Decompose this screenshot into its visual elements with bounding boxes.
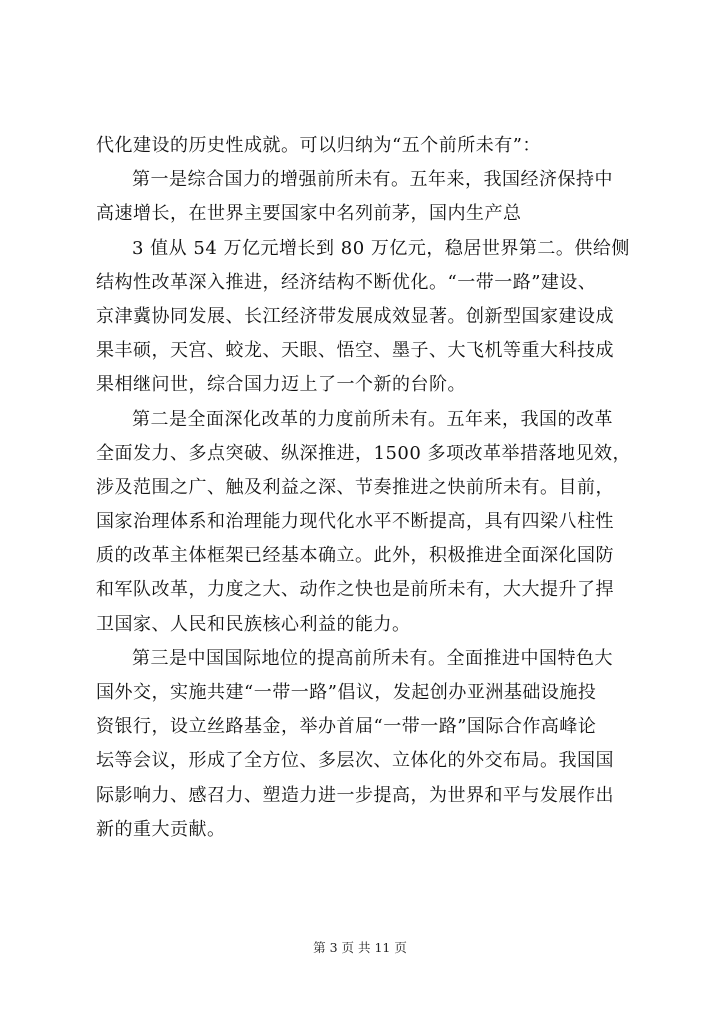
text-line: 卫国家、人民和民族核心利益的能力。 <box>96 613 411 635</box>
text-line: 际影响力、感召力、塑造力进一步提高，为世界和平与发展作出 <box>96 784 614 806</box>
text-line: 质的改革主体框架已经基本确立。此外，积极推进全面深化国防 <box>96 545 614 567</box>
document-body <box>96 133 636 851</box>
text-line: 3 值从 54 万亿元增长到 80 万亿元，稳居世界第二。供给侧 <box>132 237 630 259</box>
text-line: 果相继问世，综合国力迈上了一个新的台阶。 <box>96 374 466 396</box>
text-line: 国外交，实施共建“一带一路”倡议，发起创办亚洲基础设施投 <box>96 682 597 703</box>
paragraph-first-line: 第一是综合国力的增强前所未有。五年来，我国经济保持中 <box>132 169 613 191</box>
text-line: 涉及范围之广、触及利益之深、节奏推进之快前所未有。目前， <box>96 476 614 498</box>
text-line: 资银行，设立丝路基金，举办首届“一带一路”国际合作高峰论 <box>96 716 597 738</box>
text-line: 京津冀协同发展、长江经济带发展成效显著。创新型国家建设成 <box>96 305 614 327</box>
text-line: 坛等会议，形成了全方位、多层次、立体化的外交布局。我国国 <box>96 750 614 772</box>
text-line: 全面发力、多点突破、纵深推进，1500 多项改革举措落地见效， <box>96 442 632 464</box>
text-line: 国家治理体系和治理能力现代化水平不断提高，具有四梁八柱性 <box>96 511 614 533</box>
text-line: 果丰硕，天宫、蛟龙、天眼、悟空、墨子、大飞机等重大科技成 <box>96 340 614 362</box>
text-line: 新的重大贡献。 <box>96 818 226 840</box>
paragraph-first-line: 第二是全面深化改革的力度前所未有。五年来，我国的改革 <box>132 408 613 430</box>
text-line: 代化建设的历史性成就。可以归纳为“五个前所未有”： <box>96 135 541 156</box>
text-line: 结构性改革深入推进，经济结构不断优化。“一带一路”建设、 <box>96 271 597 293</box>
paragraph-first-line: 第三是中国国际地位的提高前所未有。全面推进中国特色大 <box>132 647 613 669</box>
page-number-footer: 第 3 页 共 11 页 <box>313 940 407 955</box>
text-line: 和军队改革，力度之大、动作之快也是前所未有，大大提升了捍 <box>96 579 614 601</box>
text-line: 高速增长，在世界主要国家中名列前茅，国内生产总 <box>96 203 522 225</box>
